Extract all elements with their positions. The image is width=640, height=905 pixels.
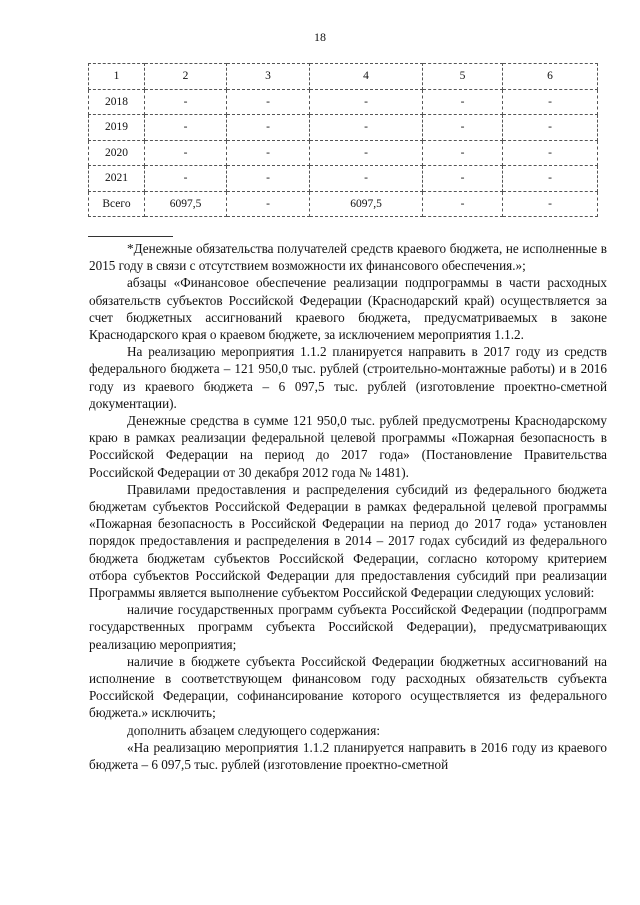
table-header-cell: 6 <box>503 64 598 90</box>
table-cell: 6097,5 <box>145 191 227 217</box>
table-cell: - <box>503 140 598 166</box>
table-row <box>89 89 598 115</box>
table-row <box>89 166 598 192</box>
paragraph: дополнить абзацем следующего содержания: <box>127 722 381 738</box>
paragraph: На реализацию мероприятия 1.1.2 планируется направить в 2017 году из средств федерального бюджета – 121 950,0 тыс. рублей (строительно-монтажные работы) и в 2016 году из краевого бюджета – 6 097,5 тыс. рублей (изготовление проектно-сметной документации). <box>89 344 607 411</box>
table-cell: Всего <box>89 191 145 217</box>
table-cell: - <box>310 115 423 141</box>
table-cell: - <box>503 166 598 192</box>
table-total-row <box>89 191 598 217</box>
table-cell: - <box>423 166 503 192</box>
table-cell: 2021 <box>89 166 145 192</box>
footnote-divider <box>88 236 173 237</box>
table-cell: 2019 <box>89 115 145 141</box>
table-header-cell: 2 <box>145 64 227 90</box>
table-cell: - <box>227 89 310 115</box>
table-header-cell: 4 <box>310 64 423 90</box>
financing-table <box>88 63 598 217</box>
table-cell: - <box>310 89 423 115</box>
table-cell: - <box>145 140 227 166</box>
paragraph: абзацы «Финансовое обеспечение реализации подпрограммы в части расходных обязательств субъектов Российской Федерации (Краснодарский край) осуществляется за счет бюджетных ассигнований краевого бюджета, предусматриваемых в законе Краснодарского края о краевом бюджете, за исключением мероприятия 1.1.2. <box>89 275 607 343</box>
table-cell: - <box>227 115 310 141</box>
table-cell: - <box>310 140 423 166</box>
paragraph: Денежные средства в сумме 121 950,0 тыс. рублей предусмотрены Краснодарскому краю в рамках реализации федеральной целевой программы «Пожарная безопасность в Российской Федерации на период до 2017 года» (Постановление Правительства Российской Федерации от 30 декабря 2012 года № 1481). <box>89 413 607 480</box>
footnote-paragraph: *Денежные обязательства получателей средств краевого бюджета, не исполненные в 2015 году в связи с отсутствием возможности их финансового обеспечения.»; <box>89 241 607 274</box>
table-header-cell: 5 <box>423 64 503 90</box>
table-cell: 2020 <box>89 140 145 166</box>
table-row <box>89 140 598 166</box>
table-cell: - <box>503 115 598 141</box>
table-cell: 6097,5 <box>310 191 423 217</box>
table-cell: - <box>503 191 598 217</box>
table-cell: - <box>423 115 503 141</box>
paragraph: наличие государственных программ субъекта Российской Федерации (подпрограмм государственных программ субъекта Российской Федерации), предусматривающих реализацию мероприятия; <box>89 602 607 652</box>
table-row <box>89 115 598 141</box>
table-cell: - <box>227 191 310 217</box>
table-cell: - <box>227 166 310 192</box>
table-cell: - <box>227 140 310 166</box>
table-cell: - <box>423 89 503 115</box>
table-cell: - <box>423 191 503 217</box>
page-number: 18 <box>314 30 326 44</box>
table-header-cell: 1 <box>89 64 145 90</box>
table-header-cell: 3 <box>227 64 310 90</box>
paragraph: Правилами предоставления и распределения субсидий из федерального бюджета бюджетам субъектов Российской Федерации в рамках федеральной целевой программы «Пожарная безопасность в Российской Федерации на период до 2017 года» установлен порядок предоставления и распределения в 2014 – 2017 годах субсидий из федерального бюджета бюджетам субъектов Российской Федерации, согласно которому критерием отбора субъектов Российской Федерации для предоставления субсидий при реализации Программы является выполнение субъектом Российской Федерации следующих условий: <box>89 481 607 601</box>
table-cell: - <box>145 115 227 141</box>
paragraph: наличие в бюджете субъекта Российской Федерации бюджетных ассигнований на исполнение в соответствующем финансовом году расходных обязательств субъекта Российской Федерации, софинансирование которого осуществляется из федерального бюджета.» исключить; <box>89 653 607 721</box>
table-cell: - <box>145 166 227 192</box>
table-cell: - <box>423 140 503 166</box>
table-cell: 2018 <box>89 89 145 115</box>
body-text <box>89 240 607 773</box>
table-cell: - <box>503 89 598 115</box>
table-header-row <box>89 64 598 90</box>
table-cell: - <box>145 89 227 115</box>
table-cell: - <box>310 166 423 192</box>
paragraph: «На реализацию мероприятия 1.1.2 планируется направить в 2016 году из краевого бюджета – 6 097,5 тыс. рублей (изготовление проектно-сметной <box>89 739 607 773</box>
